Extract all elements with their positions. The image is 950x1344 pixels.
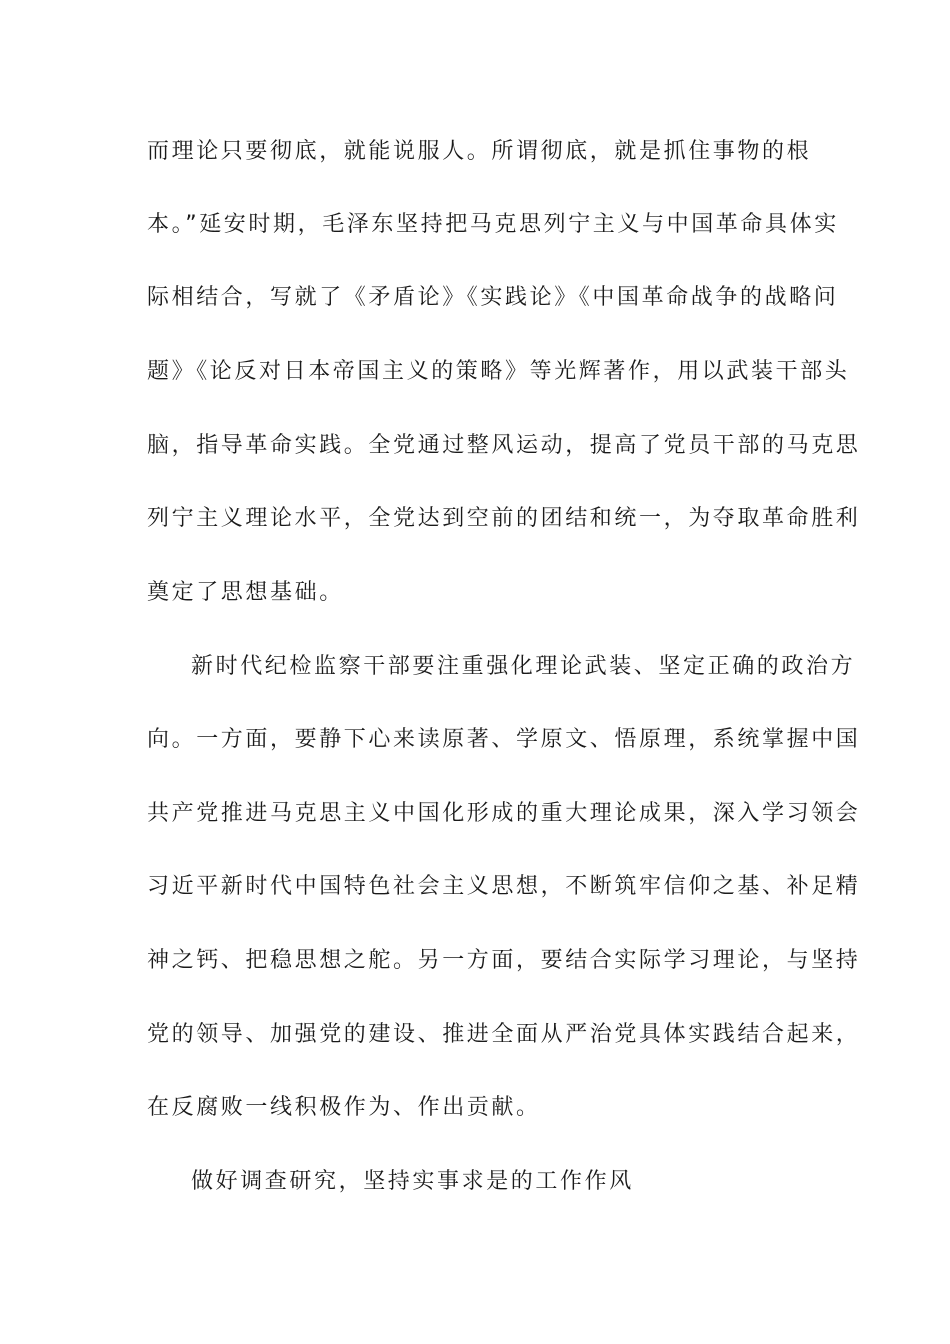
- section-heading: 做好调查研究，坚持实事求是的工作作风: [191, 1169, 634, 1194]
- paragraph-line: 际相结合，写就了《矛盾论》《实践论》《中国革命战争的战略问: [147, 285, 839, 310]
- paragraph-line: 新时代纪检监察干部要注重强化理论武装、坚定正确的政治方: [191, 654, 856, 679]
- paragraph-line: 题》《论反对日本帝国主义的策略》等光辉著作，用以武装干部头: [147, 359, 850, 384]
- paragraph-line: 神之钙、把稳思想之舵。另一方面，要结合实际学习理论，与坚持: [147, 948, 861, 973]
- paragraph-line: 党的领导、加强党的建设、推进全面从严治党具体实践结合起来，: [147, 1022, 861, 1047]
- paragraph-line: 脑，指导革命实践。全党通过整风运动，提高了党员干部的马克思: [147, 433, 861, 458]
- paragraph-line: 在反腐败一线积极作为、作出贡献。: [147, 1095, 541, 1120]
- paragraph-line: 习近平新时代中国特色社会主义思想，不断筑牢信仰之基、补足精: [147, 874, 861, 899]
- paragraph-line: 向。一方面，要静下心来读原著、学原文、悟原理，系统掌握中国: [147, 727, 861, 752]
- paragraph-line: 共产党推进马克思主义中国化形成的重大理论成果，深入学习领会: [147, 801, 861, 826]
- paragraph-line: 奠定了思想基础。: [147, 580, 344, 605]
- paragraph-line: 本。”延安时期，毛泽东坚持把马克思列宁主义与中国革命具体实: [147, 212, 839, 237]
- paragraph-line: 列宁主义理论水平，全党达到空前的团结和统一，为夺取革命胜利: [147, 506, 861, 531]
- paragraph-line: 而理论只要彻底，就能说服人。所谓彻底，就是抓住事物的根: [147, 139, 812, 164]
